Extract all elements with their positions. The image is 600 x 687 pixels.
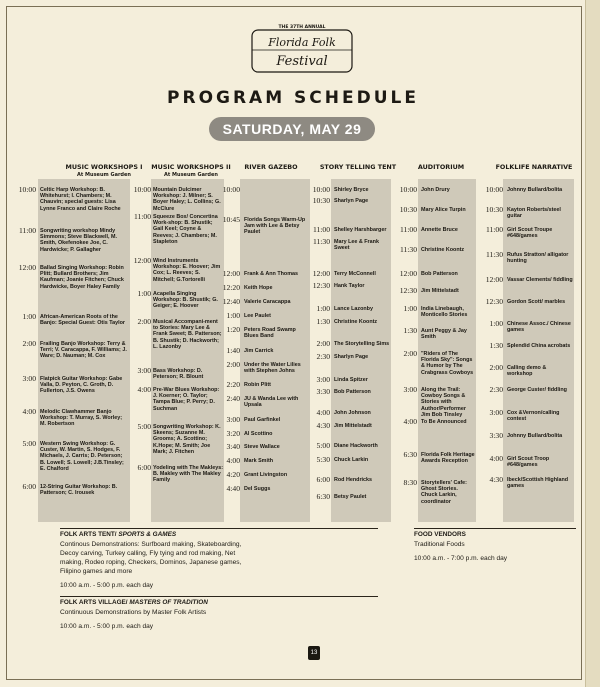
time-folklife: 10:00	[485, 185, 503, 194]
time-auditorium: 10:00	[399, 185, 417, 194]
time-story-tent: 12:30	[312, 281, 330, 290]
time-music-1: 6:00	[22, 482, 36, 491]
folk-tent-line-3: making, Rodeo roping, Checkers, Dominos, Japanese games,	[60, 559, 242, 566]
event-river-gazebo: Paul Garfinkel	[244, 417, 281, 423]
time-river-gazebo: 4:00	[226, 456, 240, 465]
time-music-2: 6:00	[137, 463, 151, 472]
event-story-tent: Shelley Harshbarger	[334, 227, 387, 233]
event-river-gazebo: Florida Songs Warm-Up Jam with Lee & Betsy Paulet	[244, 217, 306, 236]
column-header-river-gazebo	[238, 163, 304, 171]
time-story-tent: 2:30	[316, 352, 330, 361]
event-music-1: 12-String Guitar Workshop: B. Patterson; C. Irousek	[40, 484, 118, 497]
column-title: RIVER GAZEBO	[244, 163, 298, 171]
time-river-gazebo: 12:20	[222, 283, 240, 292]
time-story-tent: 3:00	[316, 375, 330, 384]
event-auditorium: Mary Alice Turpin	[421, 207, 466, 213]
column-header-story-tent	[318, 163, 398, 171]
time-story-tent: 6:00	[316, 475, 330, 484]
column-title: AUDITORIUM	[417, 163, 465, 171]
event-auditorium: Christine Koontz	[421, 247, 465, 253]
time-auditorium: 1:30	[403, 326, 417, 335]
time-folklife: 2:30	[489, 385, 503, 394]
column-title: MUSIC WORKSHOPS I	[65, 163, 143, 171]
folk-tent-hours: 10:00 a.m. - 5:00 p.m. each day	[60, 582, 154, 589]
time-folklife: 4:30	[489, 475, 503, 484]
time-story-tent: 4:00	[316, 408, 330, 417]
time-auditorium: 8:30	[403, 478, 417, 487]
time-folklife: 3:30	[489, 431, 503, 440]
event-music-2: Songwriting Workshop: K. Skeens; Suzanne M. Grooms; A. Scottino; K.Hope; M. Smith; Joe Mark; J. Fitchen	[153, 424, 221, 455]
time-music-1: 12:00	[18, 263, 36, 272]
column-title: MUSIC WORKSHOPS II	[151, 163, 231, 171]
event-music-2: Mountain Dulcimer Workshop: J. Milner; S. Boyer Haley; L. Collins; G. McClure	[153, 187, 221, 212]
event-river-gazebo: Del Suggs	[244, 486, 271, 492]
time-auditorium: 6:30	[403, 450, 417, 459]
time-story-tent: 6:30	[316, 492, 330, 501]
time-auditorium: 11:30	[399, 245, 417, 254]
time-music-1: 3:00	[22, 374, 36, 383]
time-music-2: 3:00	[137, 366, 151, 375]
column-subtitle: At Museum Garden	[77, 172, 131, 178]
event-folklife: Johnny Bullard/bolita	[507, 187, 563, 193]
event-folklife: Girl Scout Troupe #648/games	[507, 227, 553, 240]
event-folklife: Ibeck/Scottish Highland games	[507, 477, 569, 490]
time-music-2: 5:00	[137, 422, 151, 431]
column-subtitle: At Museum Garden	[164, 172, 218, 178]
event-folklife: George Custer/ fiddling	[507, 387, 567, 393]
event-story-tent: Diane Hackworth	[334, 443, 378, 449]
time-river-gazebo: 4:20	[226, 470, 240, 479]
event-river-gazebo: Under the Water Lilies with Stephen Johns	[244, 362, 301, 375]
time-river-gazebo: 2:20	[226, 380, 240, 389]
time-folklife: 11:00	[485, 225, 503, 234]
folk-arts-village-heading-emph: MASTERS OF TRADITION	[129, 599, 208, 606]
event-river-gazebo: Steve Wallace	[244, 444, 280, 450]
time-story-tent: 1:30	[316, 317, 330, 326]
food-vendors-heading: FOOD VENDORS	[414, 531, 466, 538]
time-river-gazebo: 3:40	[226, 442, 240, 451]
folk-tent-line-2: Decoy carving, Turkey calling, Fly tying and rod making, Net	[60, 550, 236, 557]
food-vendors-hours: 10:00 a.m. - 7:00 p.m. each day	[414, 555, 508, 562]
time-river-gazebo: 2:40	[226, 394, 240, 403]
folk-village-hours: 10:00 a.m. - 5:00 p.m. each day	[60, 623, 154, 630]
event-story-tent: Terry McConnell	[334, 271, 376, 277]
event-music-2: Squeeze Box/ Concertina Work-shop: B. Shustik; Gail Keel; Coyne & Reeves; J. Chambers; M. Stapleton	[153, 214, 218, 245]
event-story-tent: Linda Spitzer	[334, 377, 368, 383]
time-folklife: 4:00	[489, 454, 503, 463]
time-story-tent: 10:30	[312, 196, 330, 205]
time-auditorium: 11:00	[399, 225, 417, 234]
event-auditorium: John Drury	[421, 187, 450, 193]
time-story-tent: 3:30	[316, 387, 330, 396]
event-auditorium: Aunt Peggy & Jay Smith	[421, 328, 467, 341]
event-story-tent: The Storytelling Sims	[334, 341, 390, 347]
folk-tent-line-4: Filipino games and more	[60, 568, 133, 575]
event-river-gazebo: Al Scottino	[244, 431, 273, 437]
time-story-tent: 4:30	[316, 421, 330, 430]
event-story-tent: Christine Koontz	[334, 319, 378, 325]
time-folklife: 12:00	[485, 275, 503, 284]
time-story-tent: 10:00	[312, 185, 330, 194]
rule-folk-village	[60, 596, 378, 597]
event-story-tent: Shirley Bryce	[334, 187, 369, 193]
event-music-1: Western Swing Workshop: G. Custer, W. Martin, S. Hodges, F. Michaels, J. Carris; D. Peterson; B. Lowell; S. Lowell; J.B.Tinsley; E. Chalford	[40, 441, 124, 472]
time-music-1: 10:00	[18, 185, 36, 194]
event-auditorium: "Riders of The Florida Sky": Songs & Humor by The Crabgrass Cowboys	[421, 351, 474, 376]
time-river-gazebo: 3:00	[226, 415, 240, 424]
event-music-1: Flatpick Guitar Workshop: Gabe Valla, D. Peyton, C. Groth, D. Fullerton, J.S. Owens	[40, 376, 123, 395]
time-river-gazebo: 4:40	[226, 484, 240, 493]
event-story-tent: Mary Lee & Frank Sweet	[334, 239, 379, 252]
time-music-2: 10:00	[133, 185, 151, 194]
time-folklife: 1:00	[489, 319, 503, 328]
time-auditorium: 12:00	[399, 269, 417, 278]
logo-small-text: THE 37TH ANNUAL	[278, 25, 326, 30]
folk-arts-tent-heading-main: FOLK ARTS TENT/	[60, 531, 119, 538]
time-auditorium: 4:00	[403, 417, 417, 426]
folk-arts-tent-heading-emph: SPORTS & GAMES	[118, 531, 177, 538]
folk-arts-village-heading	[60, 599, 208, 606]
event-folklife: Cox &Vernon/calling contest	[507, 410, 560, 423]
time-story-tent: 5:30	[316, 455, 330, 464]
logo-line-2: Festival	[276, 54, 328, 69]
time-music-2: 2:00	[137, 317, 151, 326]
event-river-gazebo: Frank & Ann Thomas	[244, 271, 299, 277]
event-river-gazebo: Jim Carrick	[244, 348, 274, 354]
time-story-tent: 11:00	[312, 225, 330, 234]
column-header-music-1	[60, 163, 148, 179]
event-story-tent: Sharlyn Page	[334, 198, 369, 204]
time-river-gazebo: 12:40	[222, 297, 240, 306]
food-vendors-line: Traditional Foods	[414, 541, 465, 548]
event-music-2: Pre-War Blues Workshop: J. Koerner; O. Taylor; Tampa Blue; P. Perry; D. Suchman	[153, 387, 220, 412]
event-music-2: Bass Workshop: D. Peterson; R. Blount	[153, 368, 204, 381]
event-folklife: Gordon Scott/ marbles	[507, 299, 566, 305]
time-music-2: 11:00	[133, 212, 151, 221]
event-folklife: Vassar Clements/ fiddling	[507, 277, 573, 283]
event-folklife: Chinese Assoc./ Chinese games	[507, 321, 571, 334]
event-folklife: Splendid China acrobats	[507, 343, 571, 349]
time-music-1: 1:00	[22, 312, 36, 321]
event-river-gazebo: Keith Hope	[244, 285, 273, 291]
time-music-1: 4:00	[22, 407, 36, 416]
event-story-tent: Bob Patterson	[334, 389, 371, 395]
event-folklife: Kayton Roberts/steel guitar	[507, 207, 561, 220]
time-folklife: 2:00	[489, 363, 503, 372]
time-story-tent: 1:00	[316, 304, 330, 313]
time-music-2: 1:00	[137, 289, 151, 298]
time-auditorium: 1:00	[403, 304, 417, 313]
time-folklife: 11:30	[485, 250, 503, 259]
time-auditorium: 2:00	[403, 349, 417, 358]
time-auditorium: 12:30	[399, 286, 417, 295]
event-river-gazebo: Mark Smith	[244, 458, 274, 464]
column-header-folklife	[494, 163, 574, 171]
time-folklife: 1:30	[489, 341, 503, 350]
time-river-gazebo: 10:00	[222, 185, 240, 194]
rule-food-vendors	[414, 528, 576, 529]
column-title: FOLKLIFE NARRATIVE	[495, 163, 573, 171]
time-auditorium: 10:30	[399, 205, 417, 214]
day-banner: SATURDAY, MAY 29	[209, 117, 375, 141]
rule-folk-tent	[60, 528, 378, 529]
event-music-1: African-American Roots of the Banjo: Special Guest: Otis Taylor	[40, 314, 125, 327]
time-music-2: 12:00	[133, 256, 151, 265]
time-music-1: 2:00	[22, 339, 36, 348]
event-river-gazebo: Peters Road Swamp Blues Band	[244, 327, 296, 340]
event-music-2: Yodeling with The Makleys: B. Makley with The Makley Family	[153, 465, 223, 484]
time-story-tent: 12:00	[312, 269, 330, 278]
event-music-1: Celtic Harp Workshop: B. Whitehurst; I. Chambers; M. Chauvin; special guests: Lisa Lynne Franco and Claire Roche	[40, 187, 121, 212]
event-auditorium: Jim Mittelstadt	[421, 288, 459, 294]
event-music-1: Songwriting workshop Mindy Simmons; Steve Blackwell, M. Smith, Okefenokee Joe, C. Hardwicke; P. Gallagher	[40, 228, 117, 253]
time-music-1: 5:00	[22, 439, 36, 448]
event-music-1: Ballad Singing Workshop: Robin Plitt; Bullard Brothers; Jim Kaufman; Joanie Fitchen; Chuck Hardwicke, Boyer Haley Family	[40, 265, 124, 290]
column-header-auditorium	[410, 163, 472, 171]
event-auditorium: Annette Bruce	[421, 227, 458, 233]
time-river-gazebo: 1:00	[226, 311, 240, 320]
event-auditorium: Florida Folk Heritage Awards Reception	[421, 452, 475, 465]
event-auditorium: To Be Announced	[421, 419, 467, 425]
column-title: STORY TELLING TENT	[319, 163, 397, 171]
festival-logo	[244, 22, 360, 74]
column-header-music-2	[148, 163, 234, 179]
event-story-tent: John Johnson	[334, 410, 371, 416]
event-folklife: Johnny Bullard/bolita	[507, 433, 563, 439]
event-story-tent: Sharlyn Page	[334, 354, 369, 360]
event-river-gazebo: Lee Paulet	[244, 313, 271, 319]
event-music-1: Melodic Clawhammer Banjo Workshop: T. Murray, S. Worley; M. Robertson	[40, 409, 123, 428]
time-folklife: 12:30	[485, 297, 503, 306]
time-folklife: 10:30	[485, 205, 503, 214]
event-story-tent: Jim Mittelstadt	[334, 423, 372, 429]
time-story-tent: 2:00	[316, 339, 330, 348]
event-river-gazebo: JU & Wanda Lee with Upsala	[244, 396, 299, 409]
time-music-2: 4:00	[137, 385, 151, 394]
event-story-tent: Hank Taylor	[334, 283, 365, 289]
folk-arts-village-heading-main: FOLK ARTS VILLAGE/	[60, 599, 130, 606]
event-music-2: Wind Instruments Workshop: E. Hoover; Jim Cox; L. Reeves; S. Mitchell; G.Tortorelli	[153, 258, 221, 283]
time-river-gazebo: 10:45	[222, 215, 240, 224]
time-story-tent: 5:00	[316, 441, 330, 450]
event-folklife: Calling demo & workshop	[507, 365, 547, 378]
event-auditorium: Along the Trail: Cowboy Songs & Stories with Author/Performer Jim Bob Tinsley	[421, 387, 466, 418]
event-music-1: Frailing Banjo Workshop: Terry & Terri; V. Caracappa, F. Williams; J. Ware; D. Nauman; M. Cox	[40, 341, 127, 360]
folk-village-line: Continuous Demonstrations by Master Folk Artists	[60, 609, 207, 616]
time-river-gazebo: 3:20	[226, 429, 240, 438]
event-auditorium: India Linebaugh, Monticello Stories	[421, 306, 468, 319]
event-folklife: Rufus Stratton/ alligator hunting	[507, 252, 569, 265]
time-river-gazebo: 1:40	[226, 346, 240, 355]
time-river-gazebo: 1:20	[226, 325, 240, 334]
event-music-2: Musical Accompani-ment to Stories: Mary Lee & Frank Sweet; B. Patterson; B. Shustik; D. Hackworth; L. Lazonby	[153, 319, 222, 350]
event-auditorium: Storytellers' Cafe: Ghost Stories. Chuck Larkin, coordinator	[421, 480, 467, 505]
event-story-tent: Rod Hendricks	[334, 477, 373, 483]
time-story-tent: 11:30	[312, 237, 330, 246]
event-river-gazebo: Robin Plitt	[244, 382, 271, 388]
event-river-gazebo: Grant Livingston	[244, 472, 288, 478]
event-music-2: Acapella Singing Workshop: B. Shustik; G. Geiger; E. Hoover	[153, 291, 218, 310]
time-music-1: 11:00	[18, 226, 36, 235]
event-auditorium: Bob Patterson	[421, 271, 458, 277]
logo-line-1: Florida Folk	[268, 36, 336, 49]
time-auditorium: 3:00	[403, 385, 417, 394]
time-river-gazebo: 12:00	[222, 269, 240, 278]
page-number: 13	[308, 646, 320, 660]
event-story-tent: Lance Lazonby	[334, 306, 373, 312]
event-story-tent: Betsy Paulet	[334, 494, 367, 500]
time-folklife: 3:00	[489, 408, 503, 417]
page-title: PROGRAM SCHEDULE	[167, 88, 419, 108]
page-gutter	[585, 0, 600, 687]
time-river-gazebo: 2:00	[226, 360, 240, 369]
folk-arts-tent-heading	[60, 531, 176, 538]
folk-tent-line-1: Continous Demonstrations: Surfboard making, Skateboarding,	[60, 541, 242, 548]
event-folklife: Girl Scout Troop #648/games	[507, 456, 550, 469]
event-story-tent: Chuck Larkin	[334, 457, 369, 463]
event-river-gazebo: Valerie Caracappa	[244, 299, 291, 305]
